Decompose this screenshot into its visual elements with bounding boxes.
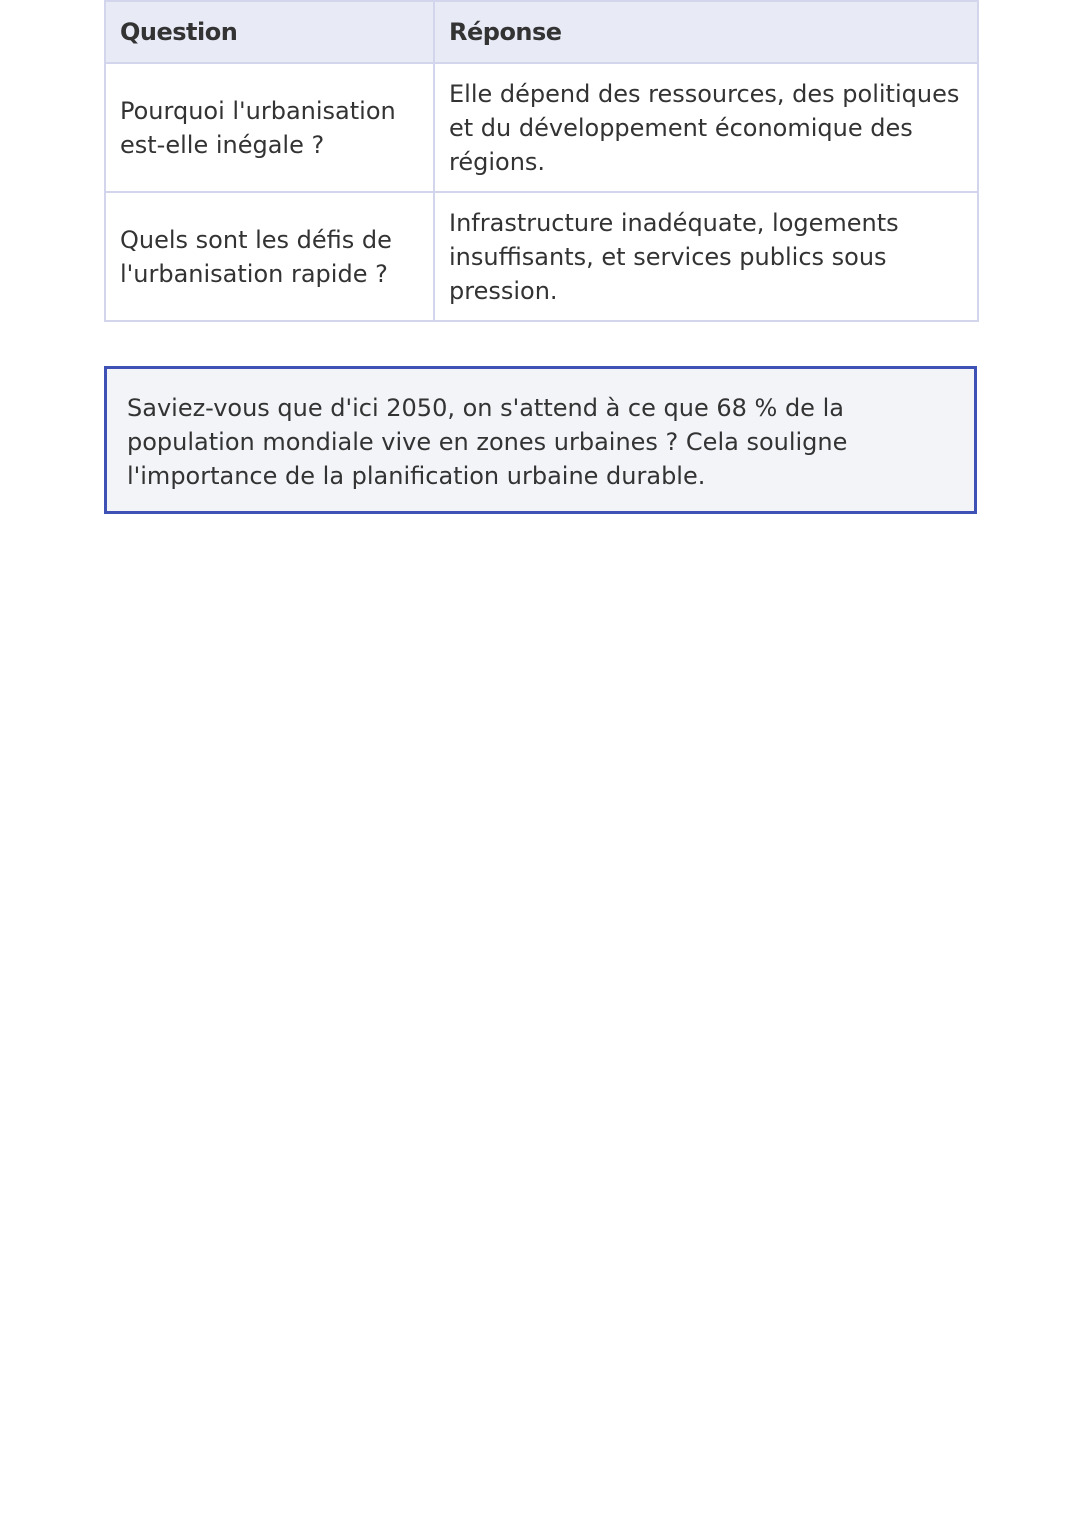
- qa-table: [104, 0, 979, 322]
- did-you-know-text: Saviez-vous que d'ici 2050, on s'attend à ce que 68 % de la population mondiale vive en zones urbaines ? Cela souligne l'importance de la planification urbaine durable.: [127, 394, 848, 490]
- column-header-question: Question: [105, 1, 434, 63]
- column-header-answer: Réponse: [434, 1, 978, 63]
- table-row: [105, 63, 978, 192]
- table-row: [105, 192, 978, 321]
- table-header-row: [105, 1, 978, 63]
- answer-cell: Infrastructure inadéquate, logements insuffisants, et services publics sous pression.: [434, 192, 978, 321]
- question-cell: Pourquoi l'urbanisation est-elle inégale ?: [105, 63, 434, 192]
- answer-cell: Elle dépend des ressources, des politiques et du développement économique des régions.: [434, 63, 978, 192]
- question-cell: Quels sont les défis de l'urbanisation rapide ?: [105, 192, 434, 321]
- did-you-know-box: [104, 366, 977, 514]
